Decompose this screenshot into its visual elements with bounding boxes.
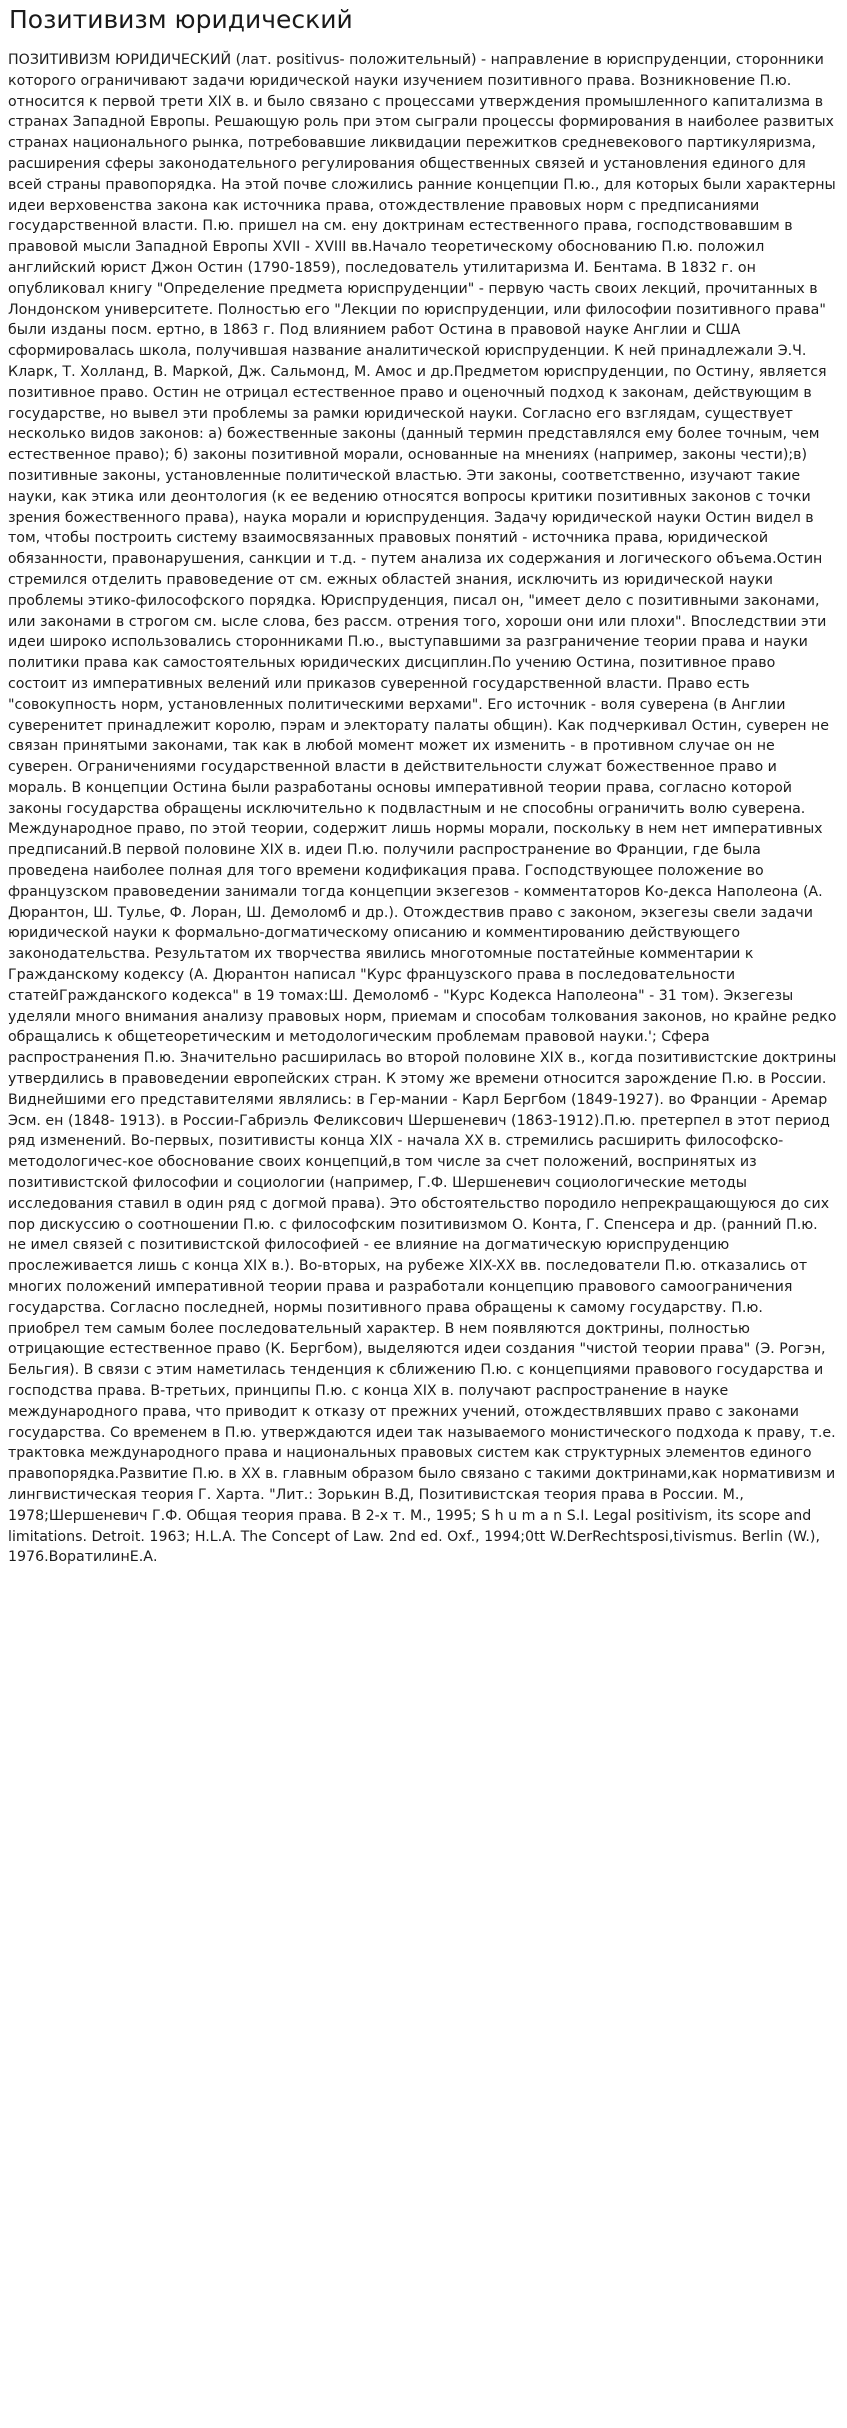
article-title: Позитивизм юридический bbox=[9, 5, 353, 34]
article-body: ПОЗИТИВИЗМ ЮРИДИЧЕСКИЙ (лат. positivus- положительный) - направление в юриспруденции, сторонники которого ограничивают задачи юридической науки изучением позитивного права. Возникновение П.ю. относится к первой трети XIX в. и было связано с процессами утверждения промышленного капитализма в странах Западной Европы. Решающую роль при этом сыграли процессы формирования в наиболее развитых странах национального рынка, потребовавшие ликвидации пережитков средневекового партикуляризма, расширения сферы законодательного регулирования общественных связей и установления единого для всей страны правопорядка. На этой почве сложились ранние концепции П.ю., для которых были характерны идеи верховенства закона как источника права, отождествление правовых норм с предписаниями государственной власти. П.ю. пришел на см. ену доктринам естественного права, господствовавшим в правовой мысли Западной Европы XVII - XVIII вв.Начало теоретическому обоснованию П.ю. положил английский юрист Джон Остин (1790-1859), последователь утилитаризма И. Бентама. В 1832 г. он опубликовал книгу "Определение предмета юриспруденции" - первую часть своих лекций, прочитанных в Лондонском университете. Полностью его "Лекции по юриспруденции, или философии позитивного права" были изданы посм. ертно, в 1863 г. Под влиянием работ Остина в правовой науке Англии и США сформировалась школа, получившая название аналитической юриспруденции. К ней принадлежали Э.Ч. Кларк, Т. Холланд, В. Маркой, Дж. Сальмонд, М. Амос и др.Предметом юриспруденции, по Остину, является позитивное право. Остин не отрицал естественное право и оценочный подход к законам, действующим в государстве, но вывел эти проблемы за рамки юридической науки. Согласно его взглядам, существует несколько видов законов: а) божественные законы (данный термин представлялся ему более точным, чем естественное право); б) законы позитивной морали, основанные на мнениях (например, законы чести);в) позитивные законы, установленные политической властью. Эти законы, соответственно, изучают такие науки, как этика или деонтология (к ее ведению относятся вопросы критики позитивных законов с точки зрения божественного права), наука морали и юриспруденция. Задачу юридической науки Остин видел в том, чтобы построить систему взаимосвязанных правовых понятий - источника права, юридической обязанности, правонарушения, санкции и т.д. - путем анализа их содержания и логического объема.Остин стремился отделить правоведение от см. ежных областей знания, исключить из юридической науки проблемы этико-философского порядка. Юриспруденция, писал он, "имеет дело с позитивными законами, или законами в строгом см. ысле слова, без рассм. отрения того, хороши они или плохи". Впоследствии эти идеи широко использовались сторонниками П.ю., выступавшими за разграничение теории права и науки политики права как самостоятельных юридических дисциплин.По учению Остина, позитивное право состоит из императивных велений или приказов суверенной государственной власти. Право есть "совокупность норм, установленных политическими верхами". Его источник - воля суверена (в Англии суверенитет принадлежит королю, пэрам и электорату палаты общин). Как подчеркивал Остин, суверен не связан принятыми законами, так как в любой момент может их изменить - в противном случае он не суверен. Ограничениями государственной власти в действительности служат божественное право и мораль. В концепции Остина были разработаны основы императивной теории права, согласно которой законы государства обращены исключительно к подвластным и не способны ограничить волю суверена. Международное право, по этой теории, содержит лишь нормы морали, поскольку в нем нет императивных предписаний.В первой половине XIX в. идеи П.ю. получили распространение во Франции, где была проведена наиболее полная для того времени кодификация права. Господствующее положение во французском правоведении занимали тогда концепции экзегезов - комментаторов Ко-декса Наполеона (А. Дюрантон, Ш. Тулье, Ф. Лоран, Ш. Демоломб и др.). Отождествив право с законом, экзегезы свели задачи юридической науки к формально-догматическому описанию и комментированию действующего законодательства. Результатом их творчества явились многотомные постатейные комментарии к Гражданскому кодексу (А. Дюрантон написал "Курс французского права в последовательности статейГражданского кодекса" в 19 томах:Ш. Демоломб - "Курс Кодекса Наполеона" - 31 том). Экзегезы уделяли много внимания анализу правовых норм, приемам и способам толкования законов, но крайне редко обращались к общетеоретическим и методологическим проблемам правовой науки.'; Сфера распространения П.ю. Значительно расширилась во второй половине XIX в., когда позитивистские доктрины утвердились в правоведении европейских стран. К этому же времени относится зарождение П.ю. в России. Виднейшими его представителями являлись: в Гер-мании - Карл Бергбом (1849-1927). во Франции - Аремар Эсм. ен (1848- 1913). в России-Габриэль Феликсович Шершеневич (1863-1912).П.ю. претерпел в этот период ряд изменений. Во-первых, позитивисты конца XIX - начала XX в. стремились расширить философско-методологичес-кое обоснование своих концепций,в том числе за счет положений, воспринятых из позитивистской философии и социологии (например, Г.Ф. Шершеневич социологические методы исследования ставил в один ряд с догмой права). Это обстоятельство породило непрекращающуюся до сих пор дискуссию о соотношении П.ю. с философским позитивизмом О. Конта, Г. Спенсера и др. (ранний П.ю. не имел связей с позитивистской философией - ее влияние на догматическую юриспруденцию прослеживается лишь с конца XIX в.). Во-вторых, на рубеже XIX-XX вв. последователи П.ю. отказались от многих положений императивной теории права и разработали концепцию правового самоограничения государства. Согласно последней, нормы позитивного права обращены к самому государству. П.ю. приобрел тем самым более последовательный характер. В нем появляются доктрины, полностью отрицающие естественное право (К. Бергбом), выделяются идеи создания "чистой теории права" (Э. Рогэн, Бельгия). В связи с этим наметилась тенденция к сближению П.ю. с концепциями правового государства и господства права. В-третьих, принципы П.ю. с конца XIX в. получают распространение в науке международного права, что приводит к отказу от прежних учений, отождествлявших право с законами государства. Со временем в П.ю. утверждаются идеи так называемого монистического подхода к праву, т.е. трактовка международного права и национальных правовых систем как структурных элементов единого правопорядка.Развитие П.ю. в XX в. главным образом было связано с такими доктринами,как нормативизм и лингвистическая теория Г. Харта. "Лит.: Зорькин В.Д, Позитивистская теория права в России. М., 1978;Шершеневич Г.Ф. Общая теория права. В 2-х т. М., 1995; S h u m a n S.I. Legal positivism, its scope and limitations. Detroit. 1963; H.L.A. The Concept of Law. 2nd ed. Oxf., 1994;0tt W.DerRechtsposi,tivismus. Berlin (W.), 1976.ВоратилинЕ.А. bbox=[8, 52, 837, 1566]
